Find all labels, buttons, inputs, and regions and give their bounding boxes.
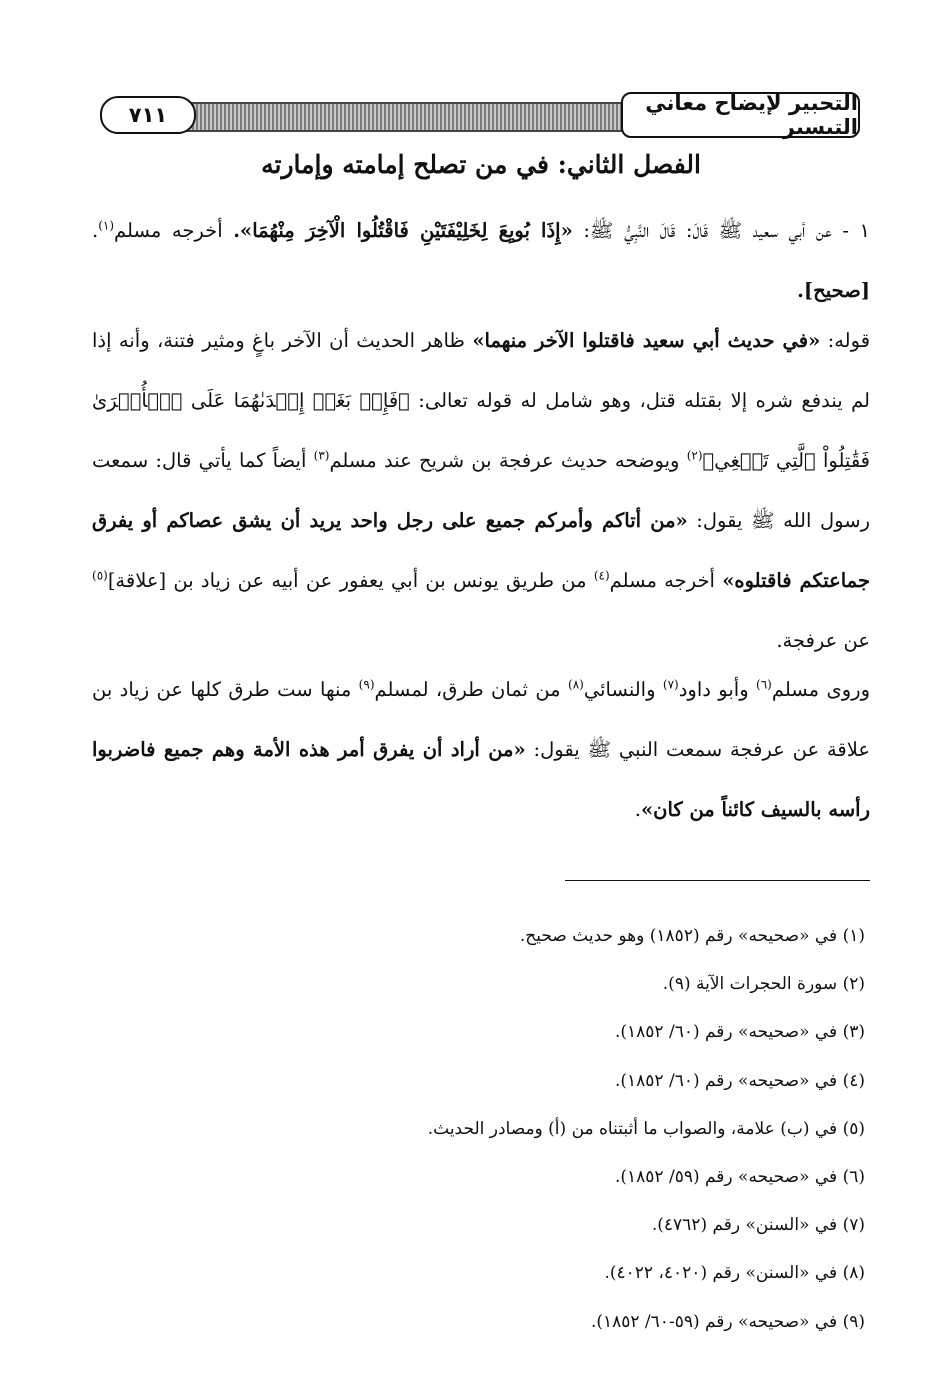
commentary-1 <box>92 311 870 671</box>
footnote-1: (١) في «صحيحه» رقم (١٨٥٢) وهو حديث صحيح. <box>519 926 865 946</box>
punctuation: . <box>634 798 641 821</box>
footnote-2: (٢) سورة الحجرات الآية (٩). <box>662 974 865 995</box>
footnotes <box>92 912 865 1346</box>
footnote-ref: (٩) <box>358 677 375 692</box>
footnote-6: (٦) في «صحيحه» رقم (٥٩/ ١٨٥٢). <box>614 1166 865 1187</box>
commentary-text: منها ست طرق كلها عن زياد بن علاقة عن عرفجة سمعت النبي ﷺ يقول: <box>92 678 870 761</box>
hadith-block <box>92 201 870 321</box>
quoted-phrase: «في حديث أبي سعيد فاقتلوا الآخر منهما» <box>472 329 821 352</box>
hadith-lead: ١ - عن أبي سعيد ﷺ قَالَ: قَالَ النَّبِيُّ ﷺ: <box>583 219 870 242</box>
running-header <box>100 92 860 138</box>
footnote-8: (٨) في «السنن» رقم (٤٠٢٠، ٤٠٢٢). <box>604 1263 865 1284</box>
footnote-ref: (٥) <box>92 568 108 583</box>
footnote-ref: (٨) <box>568 677 584 692</box>
commentary-text: عن عرفجة. <box>776 629 870 652</box>
footnote-5: (٥) في (ب) علامة، والصواب ما أثبتناه من (أ) ومصادر الحديث. <box>427 1118 865 1139</box>
hadith-source: أخرجه مسلم <box>114 219 223 242</box>
commentary-text: ويوضحه حديث عرفجة بن شريح عند مسلم <box>329 449 687 472</box>
commentary-text: ظاهر الحديث أن الآخر باغٍ ومثير فتنة، وأنه إذا لم يندفع شره إلا بقتله قتل، وهو شامل له قوله تعالى: ﴿فَإِنۢ بَغَتۡ إِحۡدَىٰهُمَا عَلَى ٱلۡأُخۡرَىٰ فَقَٰتِلُواْ ٱلَّتِي تَبۡغِي﴾ <box>92 329 871 472</box>
commentary-paragraph-1 <box>92 311 870 671</box>
hadith-quote: «من أراد أن يفرق أمر هذه الأمة وهم جميع فاضربوا رأسه بالسيف كائناً من كان» <box>92 738 870 821</box>
commentary-text: أخرجه مسلم <box>609 569 723 592</box>
footnote-ref: (٢) <box>686 448 703 463</box>
footnote-7: (٧) في «السنن» رقم (٤٧٦٢). <box>651 1215 865 1236</box>
footnote-ref: (١) <box>98 218 115 233</box>
commentary-text: قوله: <box>820 329 871 352</box>
hadith-quote: «من أتاكم وأمركم جميع على رجل واحد يريد أن يشق عصاكم أو يفرق جماعتكم فاقتلوه» <box>92 509 870 592</box>
book-title: التحبير لإيضاح معاني التيسير <box>621 92 860 138</box>
hadith-1 <box>92 201 870 321</box>
commentary-2 <box>92 660 870 840</box>
commentary-text: من طريق يونس بن أبي يعفور عن أبيه عن زياد بن [علاقة] <box>107 569 594 592</box>
footnote-ref: (٣) <box>313 448 330 463</box>
page-number: ٧١١ <box>100 96 196 134</box>
footnote-4: (٤) في «صحيحه» رقم (٦٠/ ١٨٥٢). <box>614 1070 865 1091</box>
punctuation: . <box>92 219 99 242</box>
footnote-3: (٣) في «صحيحه» رقم (٦٠/ ١٨٥٢). <box>614 1022 865 1043</box>
footnote-ref: (٤) <box>593 568 610 583</box>
hadith-grade: [صحيح]. <box>797 279 870 302</box>
commentary-text: وروى مسلم <box>771 678 871 701</box>
hadith-text: «إِذَا بُويِعَ لِخَلِيْفَتَيْنِ فَاقْتُلُوا الْآخِرَ مِنْهُمَا». <box>233 219 573 242</box>
commentary-text: وأبو داود <box>678 678 757 701</box>
commentary-text: من ثمان طرق، لمسلم <box>374 678 568 701</box>
commentary-text: والنسائي <box>583 678 663 701</box>
footnote-ref: (٧) <box>662 677 679 692</box>
commentary-paragraph-2 <box>92 660 870 840</box>
footnote-separator <box>565 880 870 881</box>
footnote-ref: (٦) <box>756 677 772 692</box>
commentary-text: أيضاً كما يأتي قال: سمعت رسول الله ﷺ يقول: <box>92 449 870 532</box>
footnote-9: (٩) في «صحيحه» رقم (٥٩-٦٠/ ١٨٥٢). <box>590 1311 865 1332</box>
section-title: الفصل الثاني: في من تصلح إمامته وإمارته <box>261 150 701 179</box>
header-ornament-band <box>160 102 650 132</box>
